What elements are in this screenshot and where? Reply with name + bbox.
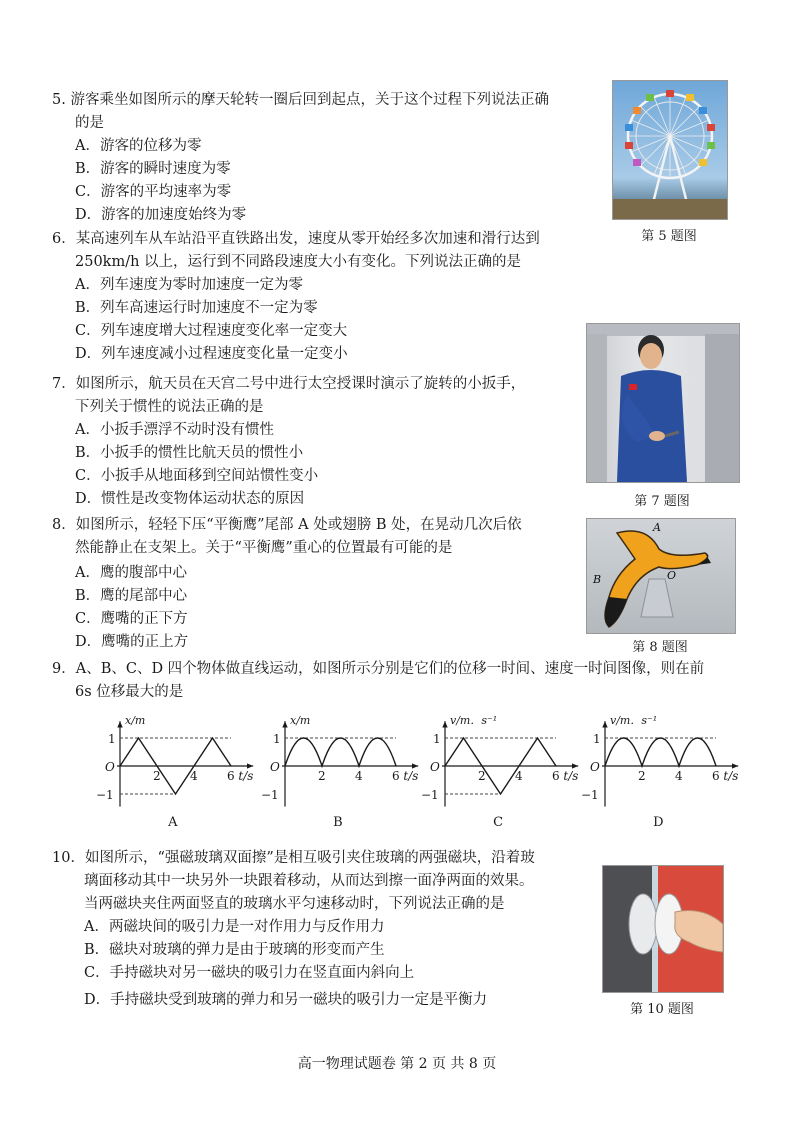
glass-wiper-icon <box>603 866 723 992</box>
ferris-wheel-icon <box>613 81 727 219</box>
graph-c-y-label: v/m．s⁻¹ <box>450 714 498 727</box>
graph-d-tick-t2: 2 <box>638 769 646 783</box>
q10-stem-line3: 当两磁块夹住两面竖直的玻璃水平匀速移动时，下列说法正确的是 <box>84 896 505 912</box>
graph-c-tick-t2: 2 <box>478 769 486 783</box>
astronaut-icon <box>587 324 739 482</box>
page-footer: 高一物理试题卷 第 2 页 共 8 页 <box>297 1056 497 1072</box>
graph-d-tick-t6: 6 <box>712 769 720 783</box>
q5-option-a: A．游客的位移为零 <box>75 138 202 154</box>
q6-option-c: C．列车速度增大过程速度变化率一定变大 <box>75 323 348 339</box>
graph-c-t-label: t/s <box>563 769 579 783</box>
q5-stem-line1: 5. 游客乘坐如图所示的摩天轮转一圈后回到起点，关于这个过程下列说法正确 <box>52 92 549 108</box>
graph-d-tick-yneg: −1 <box>581 788 599 802</box>
graph-b-t-label: t/s <box>403 769 419 783</box>
graph-d-caption: D <box>653 815 664 830</box>
graph-d-tick-t4: 4 <box>675 769 683 783</box>
q8-option-b: B．鹰的尾部中心 <box>75 588 188 604</box>
q5-figure-caption: 第 5 题图 <box>641 229 697 244</box>
q10-option-d: D．手持磁块受到玻璃的弹力和另一磁块的吸引力一定是平衡力 <box>84 992 488 1008</box>
graph-d-tick-origin: O <box>590 760 600 774</box>
q6-option-b: B．列车高速运行时加速度不一定为零 <box>75 300 318 316</box>
balance-eagle-icon <box>587 519 735 633</box>
q7-stem-line1: 7．如图所示，航天员在天宫二号中进行太空授课时演示了旋转的小扳手， <box>52 376 526 392</box>
q6-stem-line1: 6．某高速列车从车站沿平直铁路出发，速度从零开始经多次加速和滑行达到 <box>52 231 540 247</box>
graph-c-tick-origin: O <box>430 760 440 774</box>
graph-d-series <box>605 738 716 766</box>
q8-option-c: C．鹰嘴的正下方 <box>75 611 188 627</box>
q9-stem-line1: 9．A、B、C、D 四个物体做直线运动，如图所示分别是它们的位移一时间、速度一时间图像，则在前 <box>52 661 705 677</box>
eagle-label-o: O <box>667 569 677 582</box>
graph-c-tick-t4: 4 <box>515 769 523 783</box>
graph-d-y-label: v/m．s⁻¹ <box>610 714 658 727</box>
graph-a-tick-yneg: −1 <box>96 788 114 802</box>
graph-a-tick-t6: 6 <box>227 769 235 783</box>
eagle-label-a: A <box>653 521 661 534</box>
q7-option-b: B．小扳手的惯性比航天员的惯性小 <box>75 445 304 461</box>
astronaut-photo <box>586 323 740 483</box>
graph-d-t-label: t/s <box>723 769 739 783</box>
q5-option-c: C．游客的平均速率为零 <box>75 184 232 200</box>
graph-c-tick-y1: 1 <box>433 732 441 746</box>
graph-a-caption: A <box>168 815 178 830</box>
graph-a-t-label: t/s <box>238 769 254 783</box>
graph-b-caption: B <box>333 815 343 830</box>
q7-option-c: C．小扳手从地面移到空间站惯性变小 <box>75 468 319 484</box>
graph-a-tick-t2: 2 <box>153 769 161 783</box>
q10-option-a: A．两磁块间的吸引力是一对作用力与反作用力 <box>84 919 385 935</box>
graph-a-tick-origin: O <box>105 760 115 774</box>
q6-option-d: D．列车速度减小过程速度变化量一定变小 <box>75 346 348 362</box>
graph-a-tick-t4: 4 <box>190 769 198 783</box>
q5-option-b: B．游客的瞬时速度为零 <box>75 161 231 177</box>
graph-d-tick-y1: 1 <box>593 732 601 746</box>
graph-a-y-label: x/m <box>125 714 146 727</box>
q8-stem-line2: 然能静止在支架上。关于“平衡鹰”重心的位置最有可能的是 <box>75 540 453 556</box>
graph-b-series <box>285 738 396 766</box>
q10-stem-line1: 10．如图所示，“强磁玻璃双面擦”是相互吸引夹住玻璃的两强磁块，沿着玻 <box>52 850 535 866</box>
graph-b-tick-y1: 1 <box>273 732 281 746</box>
q10-stem-line2: 璃面移动其中一块另外一块跟着移动，从而达到擦一面净两面的效果。 <box>84 873 534 889</box>
graph-c-tick-t6: 6 <box>552 769 560 783</box>
q7-figure-caption: 第 7 题图 <box>634 494 690 509</box>
graph-c-caption: C <box>493 815 504 830</box>
q6-option-a: A．列车速度为零时加速度一定为零 <box>75 277 303 293</box>
q8-option-a: A．鹰的腹部中心 <box>75 565 187 581</box>
q8-stem-line1: 8．如图所示，轻轻下压“平衡鹰”尾部 A 处或翅膀 B 处，在晃动几次后依 <box>52 517 522 533</box>
q9-stem-line2: 6s 位移最大的是 <box>75 684 184 700</box>
q6-stem-line2: 250km/h 以上，运行到不同路段速度大小有变化。下列说法正确的是 <box>75 254 522 270</box>
q7-option-a: A．小扳手漂浮不动时没有惯性 <box>75 422 274 438</box>
graph-a-tick-y1: 1 <box>108 732 116 746</box>
q10-option-b: B．磁块对玻璃的弹力是由于玻璃的形变而产生 <box>84 942 385 958</box>
eagle-label-b: B <box>593 573 602 586</box>
q5-stem-line2: 的是 <box>75 115 104 131</box>
q10-figure-caption: 第 10 题图 <box>630 1002 694 1017</box>
ferris-wheel-photo <box>612 80 728 220</box>
q8-option-d: D．鹰嘴的正上方 <box>75 634 189 650</box>
graph-b-tick-origin: O <box>270 760 280 774</box>
q7-option-d: D．惯性是改变物体运动状态的原因 <box>75 491 305 507</box>
q9-graphs <box>0 700 794 840</box>
q7-stem-line2: 下列关于惯性的说法正确的是 <box>75 399 264 415</box>
graph-b-tick-t2: 2 <box>318 769 326 783</box>
graph-b-tick-t4: 4 <box>355 769 363 783</box>
graph-b-y-label: x/m <box>290 714 311 727</box>
graph-b-tick-t6: 6 <box>392 769 400 783</box>
graph-b-tick-yneg: −1 <box>261 788 279 802</box>
graph-c-tick-yneg: −1 <box>421 788 439 802</box>
balance-eagle-photo <box>586 518 736 634</box>
q8-figure-caption: 第 8 题图 <box>632 640 688 655</box>
q10-option-c: C．手持磁块对另一磁块的吸引力在竖直面内斜向上 <box>84 965 415 981</box>
magnetic-glass-wiper-photo <box>602 865 724 993</box>
q5-option-d: D．游客的加速度始终为零 <box>75 207 247 223</box>
